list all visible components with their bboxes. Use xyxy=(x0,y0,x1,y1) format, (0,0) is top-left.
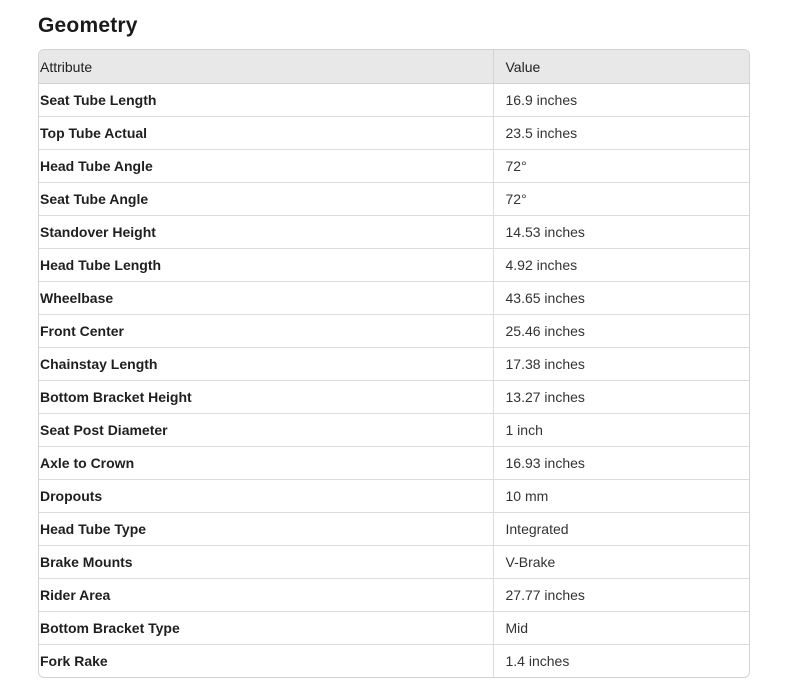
table-row xyxy=(39,513,749,546)
column-header-attribute: Attribute xyxy=(39,50,493,84)
value-cell: 14.53 inches xyxy=(493,216,749,249)
value-cell: 17.38 inches xyxy=(493,348,749,381)
table-row xyxy=(39,546,749,579)
table-row xyxy=(39,117,749,150)
attribute-cell: Seat Post Diameter xyxy=(39,414,493,447)
value-cell: 16.9 inches xyxy=(493,84,749,117)
table-row xyxy=(39,414,749,447)
attribute-cell: Top Tube Actual xyxy=(39,117,493,150)
value-cell: 27.77 inches xyxy=(493,579,749,612)
attribute-cell: Seat Tube Angle xyxy=(39,183,493,216)
table-row xyxy=(39,315,749,348)
table-row xyxy=(39,381,749,414)
table-row xyxy=(39,447,749,480)
value-cell: 72° xyxy=(493,150,749,183)
attribute-cell: Standover Height xyxy=(39,216,493,249)
table-row xyxy=(39,150,749,183)
attribute-cell: Axle to Crown xyxy=(39,447,493,480)
attribute-cell: Fork Rake xyxy=(39,645,493,678)
table-row xyxy=(39,645,749,678)
attribute-cell: Seat Tube Length xyxy=(40,92,157,108)
geometry-table xyxy=(38,49,750,678)
value-cell: V-Brake xyxy=(493,546,749,579)
table-row xyxy=(39,612,749,645)
table-header-row xyxy=(39,50,749,84)
table-row xyxy=(39,216,749,249)
page-title: Geometry xyxy=(38,14,138,37)
value-cell: Mid xyxy=(493,612,749,645)
table-row xyxy=(39,480,749,513)
geometry-table-grid xyxy=(39,50,749,677)
value-cell: 1 inch xyxy=(493,414,749,447)
value-cell: 43.65 inches xyxy=(493,282,749,315)
attribute-cell: Head Tube Angle xyxy=(39,150,493,183)
attribute-cell: Bottom Bracket Height xyxy=(39,381,493,414)
table-row xyxy=(39,84,749,117)
table-row xyxy=(39,348,749,381)
table-row xyxy=(39,282,749,315)
value-cell: 16.93 inches xyxy=(493,447,749,480)
attribute-cell: Front Center xyxy=(39,315,493,348)
table-row xyxy=(39,579,749,612)
value-cell: 25.46 inches xyxy=(493,315,749,348)
value-cell: Integrated xyxy=(493,513,749,546)
attribute-cell: Head Tube Type xyxy=(39,513,493,546)
value-cell: 1.4 inches xyxy=(493,645,749,678)
attribute-cell: Chainstay Length xyxy=(39,348,493,381)
attribute-cell: Dropouts xyxy=(39,480,493,513)
table-row xyxy=(39,183,749,216)
value-cell: 10 mm xyxy=(493,480,749,513)
attribute-cell: Wheelbase xyxy=(39,282,493,315)
table-row xyxy=(39,249,749,282)
table-body xyxy=(39,84,749,678)
value-cell: 72° xyxy=(493,183,749,216)
attribute-cell: Brake Mounts xyxy=(39,546,493,579)
value-cell: 23.5 inches xyxy=(493,117,749,150)
attribute-cell: Bottom Bracket Type xyxy=(39,612,493,645)
value-cell: 13.27 inches xyxy=(493,381,749,414)
column-header-value: Value xyxy=(493,50,749,84)
value-cell: 4.92 inches xyxy=(493,249,749,282)
attribute-cell: Rider Area xyxy=(39,579,493,612)
attribute-cell: Head Tube Length xyxy=(39,249,493,282)
